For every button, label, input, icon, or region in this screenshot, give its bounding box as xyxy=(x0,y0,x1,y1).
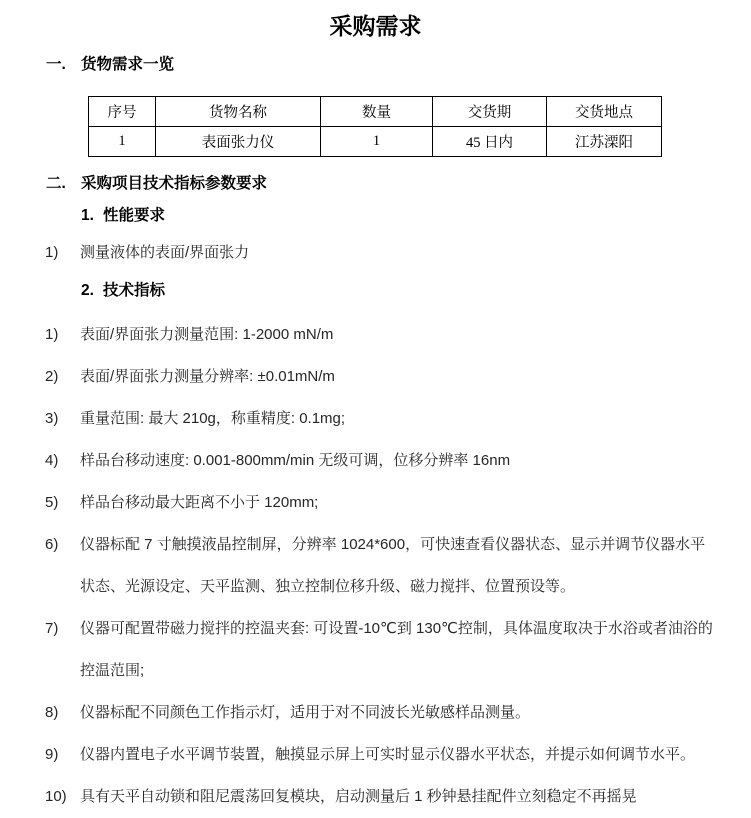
item-text: 样品台移动速度: 0.001-800mm/min 无级可调，位移分辨率 16nm xyxy=(80,452,511,469)
section1-heading-text: 货物需求一览 xyxy=(81,56,175,73)
item-text: 样品台移动最大距离不小于 120mm; xyxy=(80,494,319,511)
performance-subheading xyxy=(81,206,751,226)
item-number: 6) xyxy=(45,536,59,553)
header-cell-seq: 序号 xyxy=(89,97,156,127)
item-text: 重量范围: 最大 210g，称重精度: 0.1mg; xyxy=(80,410,346,427)
item-text: 表面/界面张力测量分辨率: ±0.01mN/m xyxy=(80,368,335,385)
section2-heading xyxy=(46,174,751,194)
item-number: 8) xyxy=(45,704,59,721)
section2-number: 二. xyxy=(46,175,66,192)
header-cell-place: 交货地点 xyxy=(547,97,662,127)
header-cell-name: 货物名称 xyxy=(156,97,321,127)
spec-item-6 xyxy=(0,524,751,566)
spec-item-2 xyxy=(0,356,751,398)
spec-item-4 xyxy=(0,440,751,482)
performance-item-list xyxy=(0,232,751,274)
spec-item-6-line-2 xyxy=(0,566,751,608)
item-number-spacer xyxy=(45,650,80,692)
spec-item-7 xyxy=(0,608,751,650)
header-cell-qty: 数量 xyxy=(321,97,433,127)
item-text: 具有天平自动锁和阻尼震荡回复模块，启动测量后 1 秒钟悬挂配件立刻稳定不再摇晃 xyxy=(80,788,637,805)
performance-heading-text: 性能要求 xyxy=(102,207,165,224)
spec-item-5 xyxy=(0,482,751,524)
cell-name: 表面张力仪 xyxy=(156,127,321,157)
item-text: 状态、光源设定、天平监测、独立控制位移升级、磁力搅拌、位置预设等。 xyxy=(80,578,576,595)
specs-subheading xyxy=(81,281,751,301)
cell-qty: 1 xyxy=(321,127,433,157)
document-title: 采购需求 xyxy=(329,14,422,39)
item-number-spacer xyxy=(45,566,80,608)
spec-item-7-line-2 xyxy=(0,650,751,692)
cell-place: 江苏溧阳 xyxy=(547,127,662,157)
item-text: 仪器标配 7 寸触摸液晶控制屏，分辨率 1024*600，可快速查看仪器状态、显示并调节仪器水平 xyxy=(80,536,706,553)
item-number: 4) xyxy=(45,452,59,469)
spec-item-8 xyxy=(0,692,751,734)
section1-number: 一. xyxy=(46,56,66,73)
item-number: 9) xyxy=(45,746,59,763)
performance-number: 1. xyxy=(81,207,94,224)
item-number: 2) xyxy=(45,368,59,385)
specs-heading-text: 技术指标 xyxy=(102,282,165,299)
table-row xyxy=(89,127,662,157)
item-text: 仪器标配不同颜色工作指示灯，适用于对不同波长光敏感样品测量。 xyxy=(80,704,531,721)
item-text: 仪器可配置带磁力搅拌的控温夹套: 可设置-10℃到 130℃控制，具体温度取决于水浴或者油浴的 xyxy=(80,620,713,637)
section2-heading-text: 采购项目技术指标参数要求 xyxy=(81,175,268,192)
item-number: 1) xyxy=(45,326,59,343)
cell-seq: 1 xyxy=(89,127,156,157)
item-number: 1) xyxy=(45,244,59,261)
goods-requirements-table xyxy=(88,96,662,157)
spec-item-1 xyxy=(0,314,751,356)
performance-item-1 xyxy=(0,232,751,274)
cell-term: 45 日内 xyxy=(433,127,547,157)
item-number: 3) xyxy=(45,410,59,427)
item-text: 表面/界面张力测量范围: 1-2000 mN/m xyxy=(80,326,334,343)
specs-item-list xyxy=(0,314,751,818)
spec-item-3 xyxy=(0,398,751,440)
item-number: 5) xyxy=(45,494,59,511)
item-number: 10) xyxy=(45,788,67,805)
spec-item-10 xyxy=(0,776,751,818)
item-text: 测量液体的表面/界面张力 xyxy=(80,244,250,261)
section1-heading xyxy=(46,55,751,75)
table-header-row xyxy=(89,97,662,127)
item-text: 控温范围; xyxy=(80,662,145,679)
item-number: 7) xyxy=(45,620,59,637)
header-cell-term: 交货期 xyxy=(433,97,547,127)
specs-number: 2. xyxy=(81,282,94,299)
spec-item-9 xyxy=(0,734,751,776)
item-text: 仪器内置电子水平调节装置，触摸显示屏上可实时显示仪器水平状态，并提示如何调节水平。 xyxy=(80,746,696,763)
